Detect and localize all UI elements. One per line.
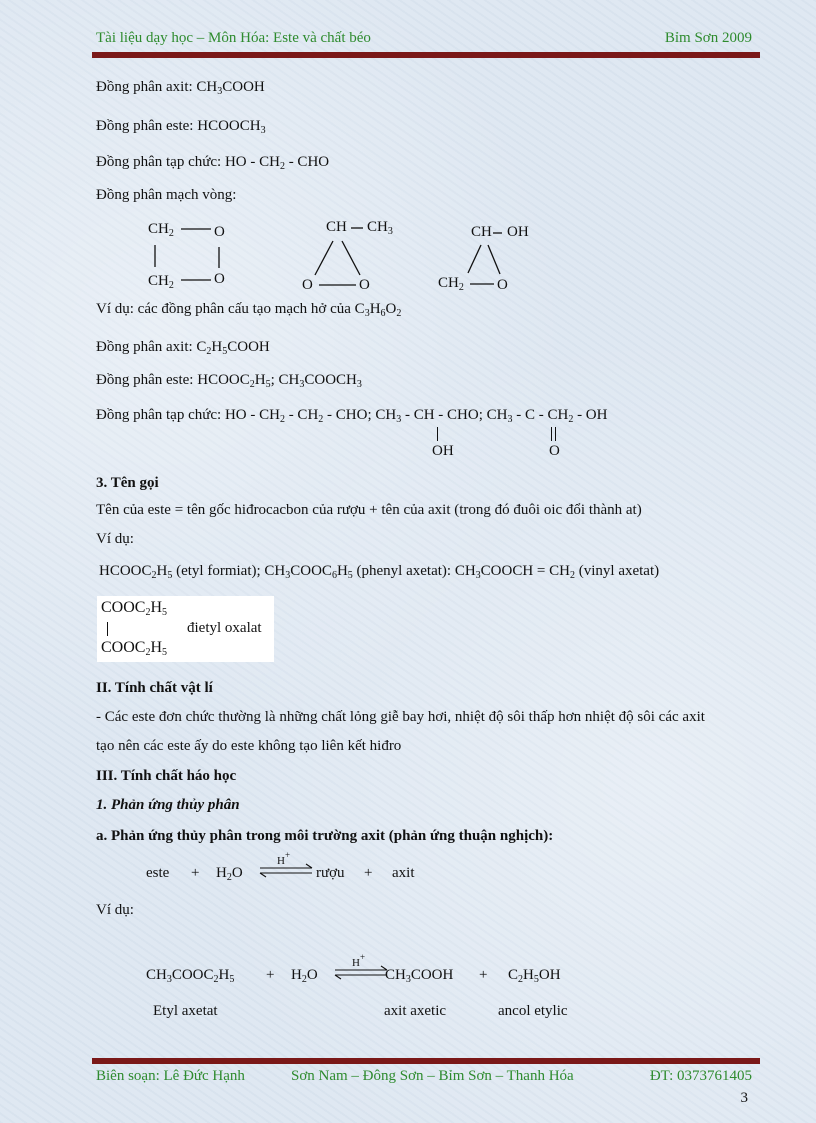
c3-acid-label: Đồng phân axit: [96,339,193,355]
reaction-plus2: + [479,967,488,983]
ring1-o-bottom: O [214,271,225,287]
reaction-catalyst: H+ [352,952,366,969]
ring2-o-right: O [359,277,370,293]
reaction-plus1: + [266,967,275,983]
equilibrium-arrows [0,840,816,1000]
general-reactant1: este [146,865,170,881]
ring2-o-left: O [302,277,313,293]
section3-rule: Tên của este = tên gốc hiđrocacbon của rượu + tên của axit (trong đó đuôi oic đổi thành at) [96,502,642,518]
reaction-name1: Etyl axetat [153,1003,218,1019]
ring1-top: $CH_2$ [148,221,174,239]
ring2-substituent: $CH_3$ [367,219,393,237]
section-iii-title: III. Tính chất háo học [96,768,237,784]
iso-acid-label: Đồng phân axit: [96,79,193,95]
c3-oh-label: OH [432,443,454,459]
c3-acid-formula: $C_2H_5COOH$ [196,339,270,357]
iso-acid-formula: $CH_3COOH$ [196,79,265,97]
footer-author: Biên soạn: Lê Đức Hạnh [96,1068,245,1084]
general-plus2: + [364,865,373,881]
general-product1: rượu [316,865,345,881]
c3-o-bond-2 [555,427,556,441]
general-forward-arrow [260,864,312,868]
footer-rule [92,1058,760,1064]
ring3-bottom: $CH_2$ [438,275,464,293]
iso-mixed-label: Đồng phân tạp chức: [96,154,222,170]
iso-ester-label: Đồng phân este: [96,118,194,134]
reaction-product2: $C_2H_5OH$ [508,967,561,985]
reaction-name3: ancol etylic [498,1003,568,1019]
ring1-o-top: O [214,224,225,240]
section3-title: 3. Tên gọi [96,475,159,491]
oxalate-bottom: $COOC_2H_5$ [101,639,168,658]
iso-ring-label: Đồng phân mạch vòng: [96,187,237,203]
reaction-forward-arrow [335,966,387,970]
ring3-bond-left [468,245,481,273]
reaction-reactant2: $H_2O$ [291,967,318,985]
section-iii-example-label: Ví dụ: [96,902,134,918]
section-iii-sub1: 1. Phản ứng thủy phân [96,797,240,813]
ring-bonds [0,0,816,320]
c3-o-label: O [549,443,560,459]
section-iii-sub-a: a. Phản ứng thủy phân trong môi trường axit (phản ứng thuận nghịch): [96,828,554,844]
c3-ester-line [96,372,362,389]
general-plus1: + [191,865,200,881]
example-c3-formula: $C_3H_6O_2$ [354,301,402,319]
oxalate-bond [107,622,108,636]
c3-mixed-label: Đồng phân tạp chức: [96,407,222,423]
page-number: 3 [740,1090,748,1106]
section-ii-text1: - Các este đơn chức thường là những chất lỏng giễ bay hơi, nhiệt độ sôi thấp hơn nhiệt độ sôi các axit [96,709,705,725]
example-c3-intro: Ví dụ: các đồng phân cấu tạo mạch hở của [96,301,351,317]
iso-mixed-formula: HO - $CH_2$ - CHO [224,154,330,172]
reaction-product1: $CH_3COOH$ [385,967,454,985]
c3-mixed-formula: HO - $CH_2 - CH_2$ - CHO; $CH_3$ - CH - CHO; $CH_3$ - C - $CH_2$ - OH [224,407,608,425]
ring2-bond-right [342,241,360,275]
oxalate-name: đietyl oxalat [187,620,262,636]
section3-example-label: Ví dụ: [96,531,134,547]
ring3-o: O [497,277,508,293]
oxalate-top: $COOC_2H_5$ [101,599,168,618]
c3-mixed-line [96,407,607,424]
footer-address: Sơn Nam – Đông Sơn – Bỉm Sơn – Thanh Hóa [291,1068,574,1084]
general-catalyst: H+ [277,850,291,867]
ring2-top: CH [326,219,347,235]
c3-ester-label: Đồng phân este: [96,372,194,388]
c3-o-bond-1 [551,427,552,441]
c3-oh-bond [437,427,438,441]
ring2-bond-left [315,241,333,275]
section-ii-title: II. Tính chất vật lí [96,680,213,696]
section-ii-text2: tạo nên các este ấy do este không tạo liên kết hiđro [96,738,402,754]
c3-acid-line [96,339,270,356]
ring3-substituent: OH [507,224,529,240]
iso-ester-formula: $HCOOCH_3$ [197,118,266,136]
ring3-bond-right [488,245,500,274]
example-c3-line [96,301,401,318]
ring1-bottom: $CH_2$ [148,273,174,291]
reaction-reactant1: $CH_3COOC_2H_5$ [146,967,235,985]
ring3-top: CH [471,224,492,240]
general-reactant2: $H_2O$ [216,865,243,883]
header-right: Bỉm Sơn 2009 [664,30,752,46]
section3-examples: $HCOOC_2H_5$ (etyl formiat); $CH_3COOC_6H_5$ (phenyl axetat): $CH_3COOCH = CH_2$ (vinyl axetat) [99,563,660,581]
footer-phone: ĐT: 0373761405 [649,1068,752,1084]
general-reverse-arrow [260,873,312,877]
c3-ester-formula: $HCOOC_2H_5$; $CH_3COOCH_3$ [197,372,362,390]
reaction-name2: axit axetic [384,1003,447,1019]
general-product2: axit [392,865,415,881]
header-left: Tài liệu dạy học – Môn Hóa: Este và chất béo [96,30,371,46]
reaction-reverse-arrow [335,975,387,979]
